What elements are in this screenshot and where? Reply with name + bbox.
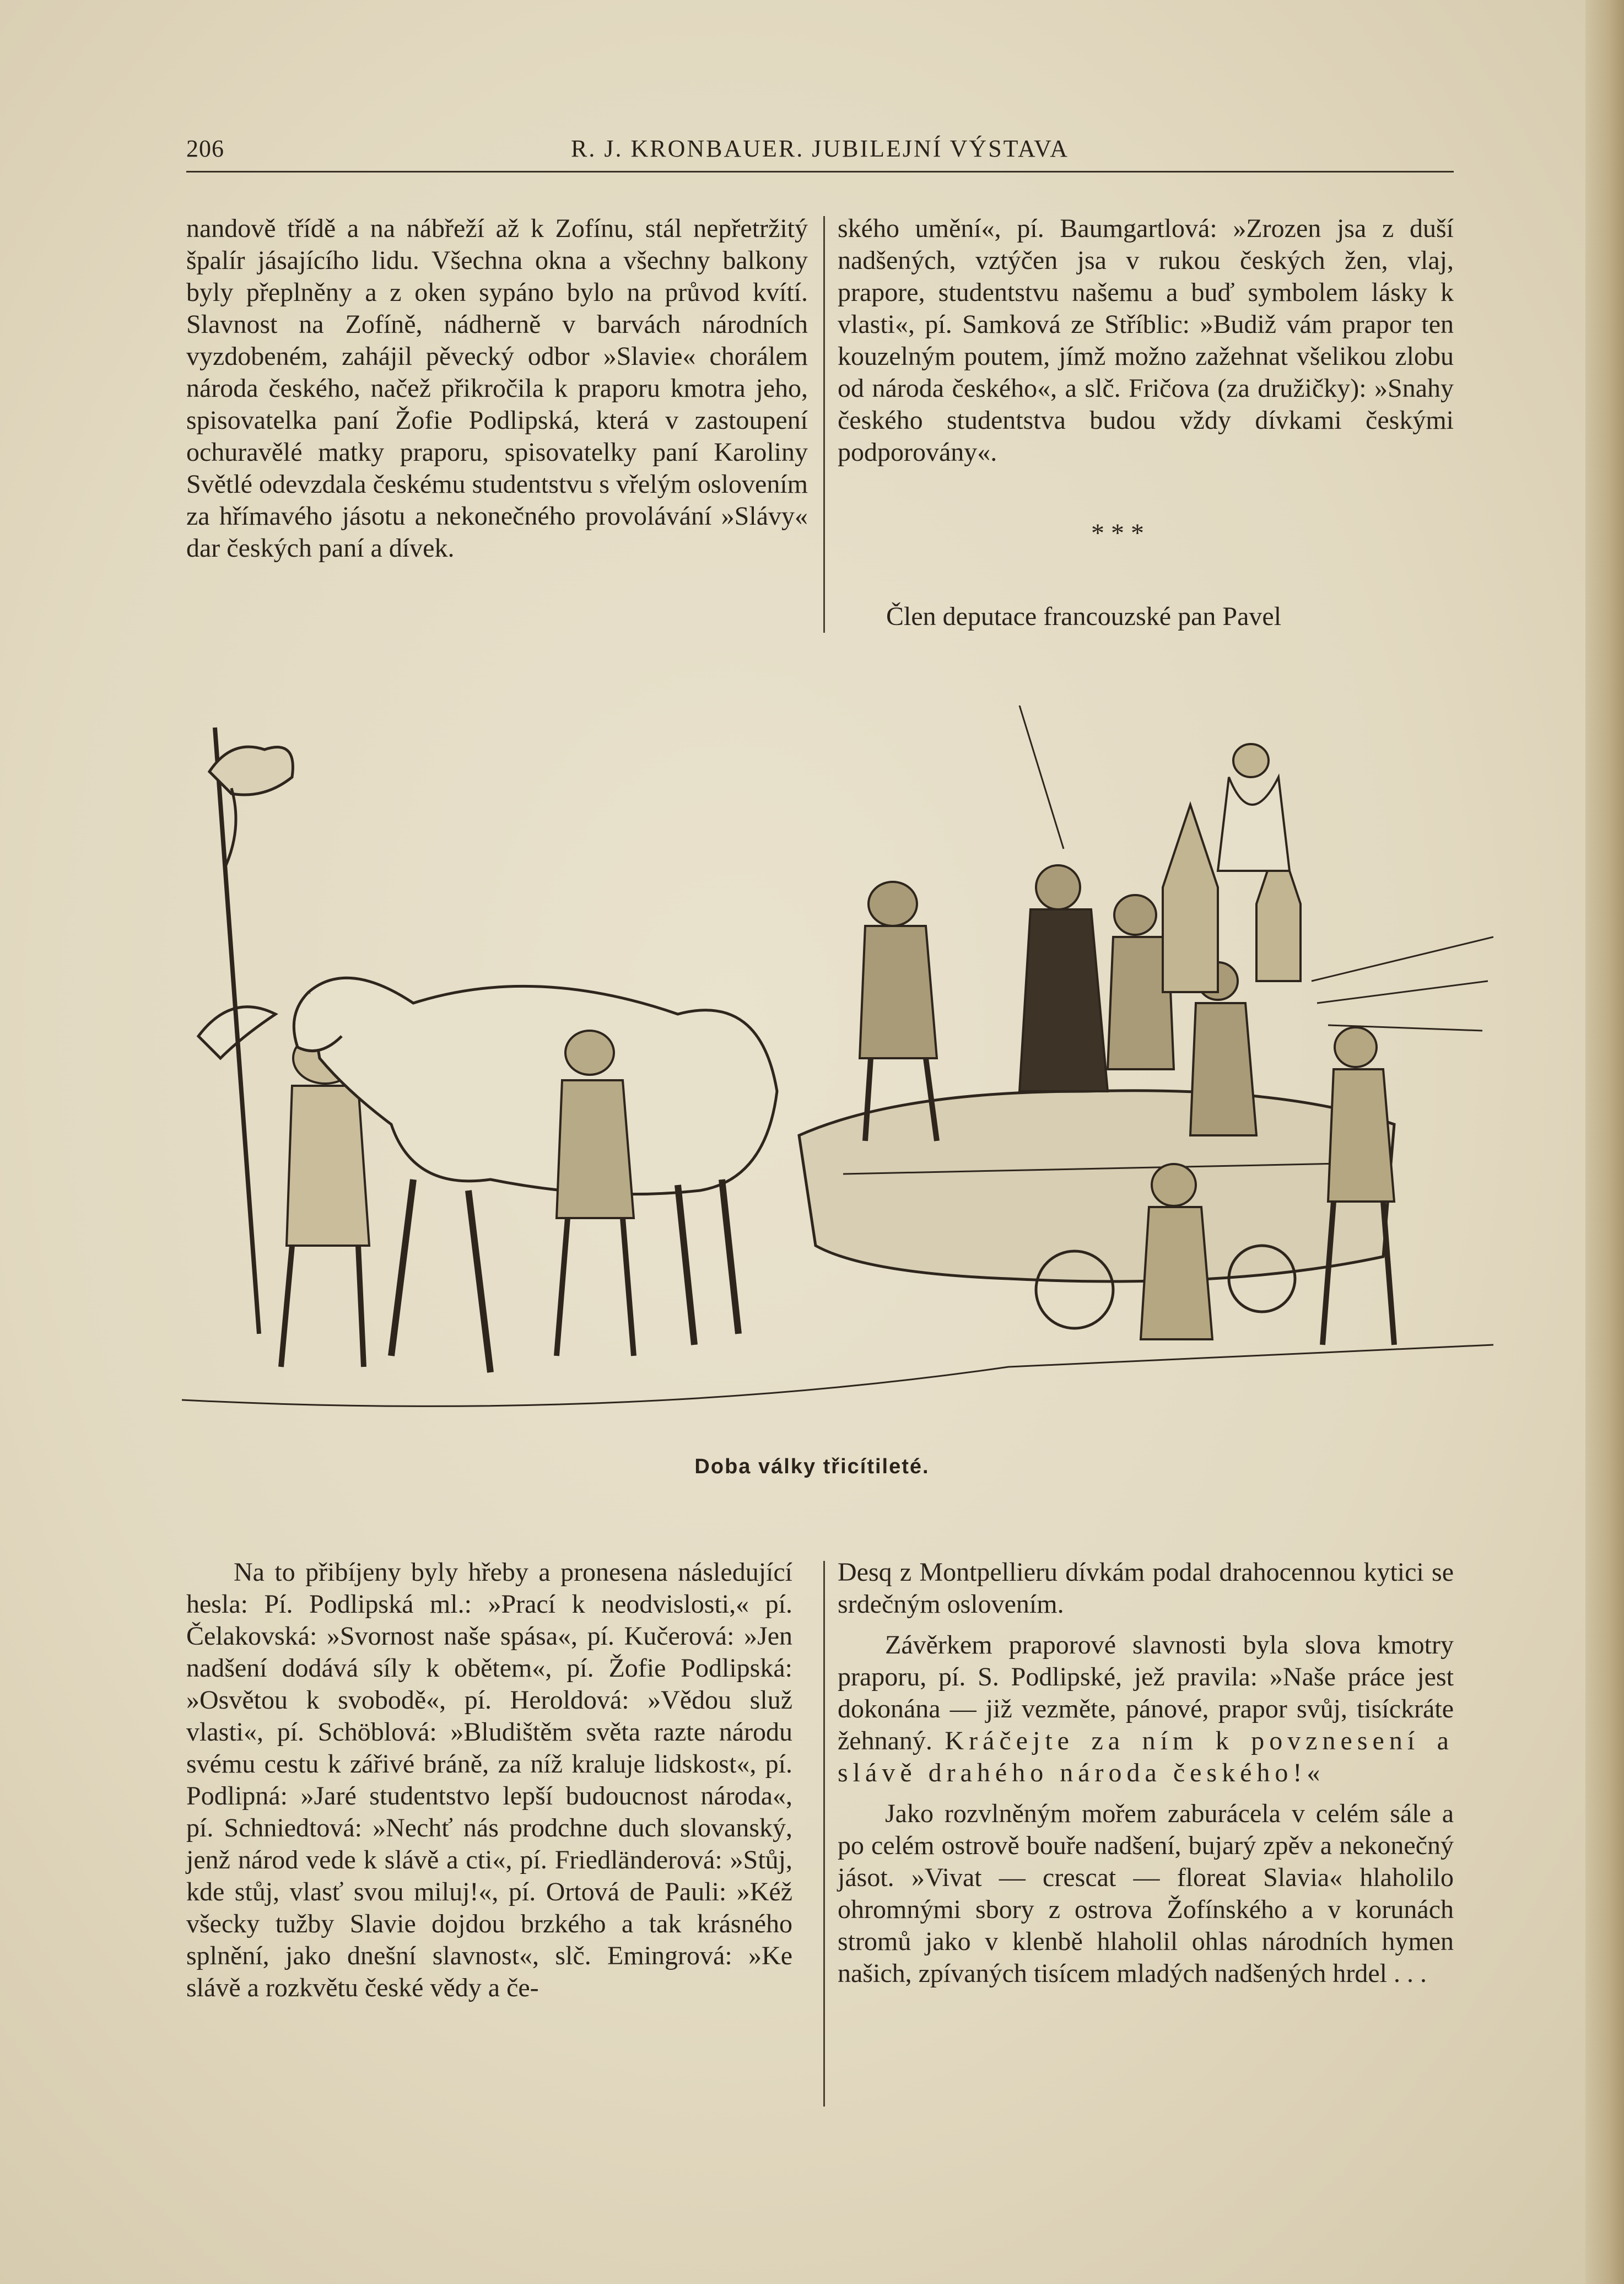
paragraph: Desq z Montpellieru dívkám podal drahocennou kytici se srdečným oslovením. xyxy=(838,1558,1454,1619)
top-left-column xyxy=(186,213,808,564)
paragraph: Jako rozvlněným mořem zaburácela v celém sále a po celém ostrově bouře nadšení, bujarý zpěv a nekonečný jásot. »Vivat — crescat — floreat Slavia« hlaholilo ohromnými sbory z ostrova Žofínského a v korunách stromů jako v klenbě hlaholil ohlas národních hymen našich, zpívaných tisícem mladých nadšených hrdel . . . xyxy=(838,1799,1454,1988)
paragraph xyxy=(838,1629,1454,1789)
column-divider xyxy=(823,1561,825,2107)
paragraph: Na to přibíjeny byly hřeby a pronesena následující hesla: Pí. Podlipská ml.: »Prací k neodvislosti,« pí. Čelakovská: »Svornost naše spása«, pí. Kučerová: »Jen nadšení dodává síly k obětem«, pí. Žofie Podlipská: »Osvětou k svobodě«, pí. Heroldová: »Vědou služ vlasti«, pí. Schöblová: »Bludištěm světa razte národu svému cestu k zářivé bráně, za níž kraluje lidskost«, pí. Podlipná: »Jaré studentstvo lepší budoucnost národa«, pí. Schniedtová: »Nechť nás prodchne duch slovanský, jenž národ vede k slávě a cti«, pí. Friedländerová: »Stůj, kde stůj, vlasť svou miluj!«, pí. Ortová de Pauli: »Kéž všecky tužby Slavie dojdou brzkého a tak krásného splnění, jako dnešní slavnost«, slč. Emingrová: »Ke slávě a rozkvětu české vědy a če- xyxy=(186,1558,792,2002)
paragraph-text: Závěrkem praporové slavnosti byla slova kmotry praporu, pí. S. Podlipské, jež pravila: »Naše práce jest dokonána — již vezměte, pánové, prapor svůj, tisíckráte žehnaný. xyxy=(838,1630,1454,1755)
bottom-right-column xyxy=(838,1556,1454,1990)
header-rule xyxy=(186,171,1454,173)
illustration-caption: Doba války třicítileté. xyxy=(694,1455,930,1478)
continuation-line xyxy=(886,601,1454,633)
top-right-column xyxy=(838,213,1454,468)
running-title: R. J. KRONBAUER. JUBILEJNÍ VÝSTAVA xyxy=(570,135,1070,162)
bottom-left-column xyxy=(186,1556,792,2004)
spaced-emphasis: Kráčejte za ním k povznesení a slávě drahého národa českého! xyxy=(838,1726,1454,1787)
page-number: 206 xyxy=(186,135,224,162)
closing-quote: « xyxy=(1307,1758,1320,1787)
column-divider xyxy=(823,216,825,633)
paragraph: nandově třídě a na nábřeží až k Zofínu, stál nepřetržitý špalír jásajícího lidu. Všechna okna a všechny balkony byly přeplněny a z oken sypáno bylo na průvod kvítí. Slavnost na Zofíně, nádherně v barvách národních vyzdobeném, zahájil pěvecký odbor »Slavie« chorálem národa českého, načež přikročila k praporu kmotra jeho, spisovatelka paní Žofie Podlipská, která v zastoupení ochuravělé matky praporu, spisovatelky paní Karoliny Světlé odevzdala českému studentstvu s vřelým oslovením za hřímavého jásotu a nekonečného provolávání »Slávy« dar českých paní a dívek. xyxy=(186,214,808,563)
running-header xyxy=(186,131,1454,175)
section-break-stars: * * * xyxy=(1091,519,1144,548)
paragraph: Člen deputace francouzské pan Pavel xyxy=(886,602,1282,631)
page-spine-edge xyxy=(1585,0,1624,2284)
illustration-procession xyxy=(182,705,1493,1444)
paragraph: ského umění«, pí. Baumgartlová: »Zrozen jsa z duší nadšených, vztýčen jsa v rukou českých žen, vlaj, prapore, studentstvu našemu a buď symbolem lásky k vlasti«, pí. Samková ze Stříblic: »Budiž vám prapor ten kouzelným poutem, jímž možno zažehnat všelikou zlobu od národa českého«, a slč. Fričova (za družičky): »Snahy českého studentstva budou vždy dívkami českými podporovány«. xyxy=(838,214,1454,467)
